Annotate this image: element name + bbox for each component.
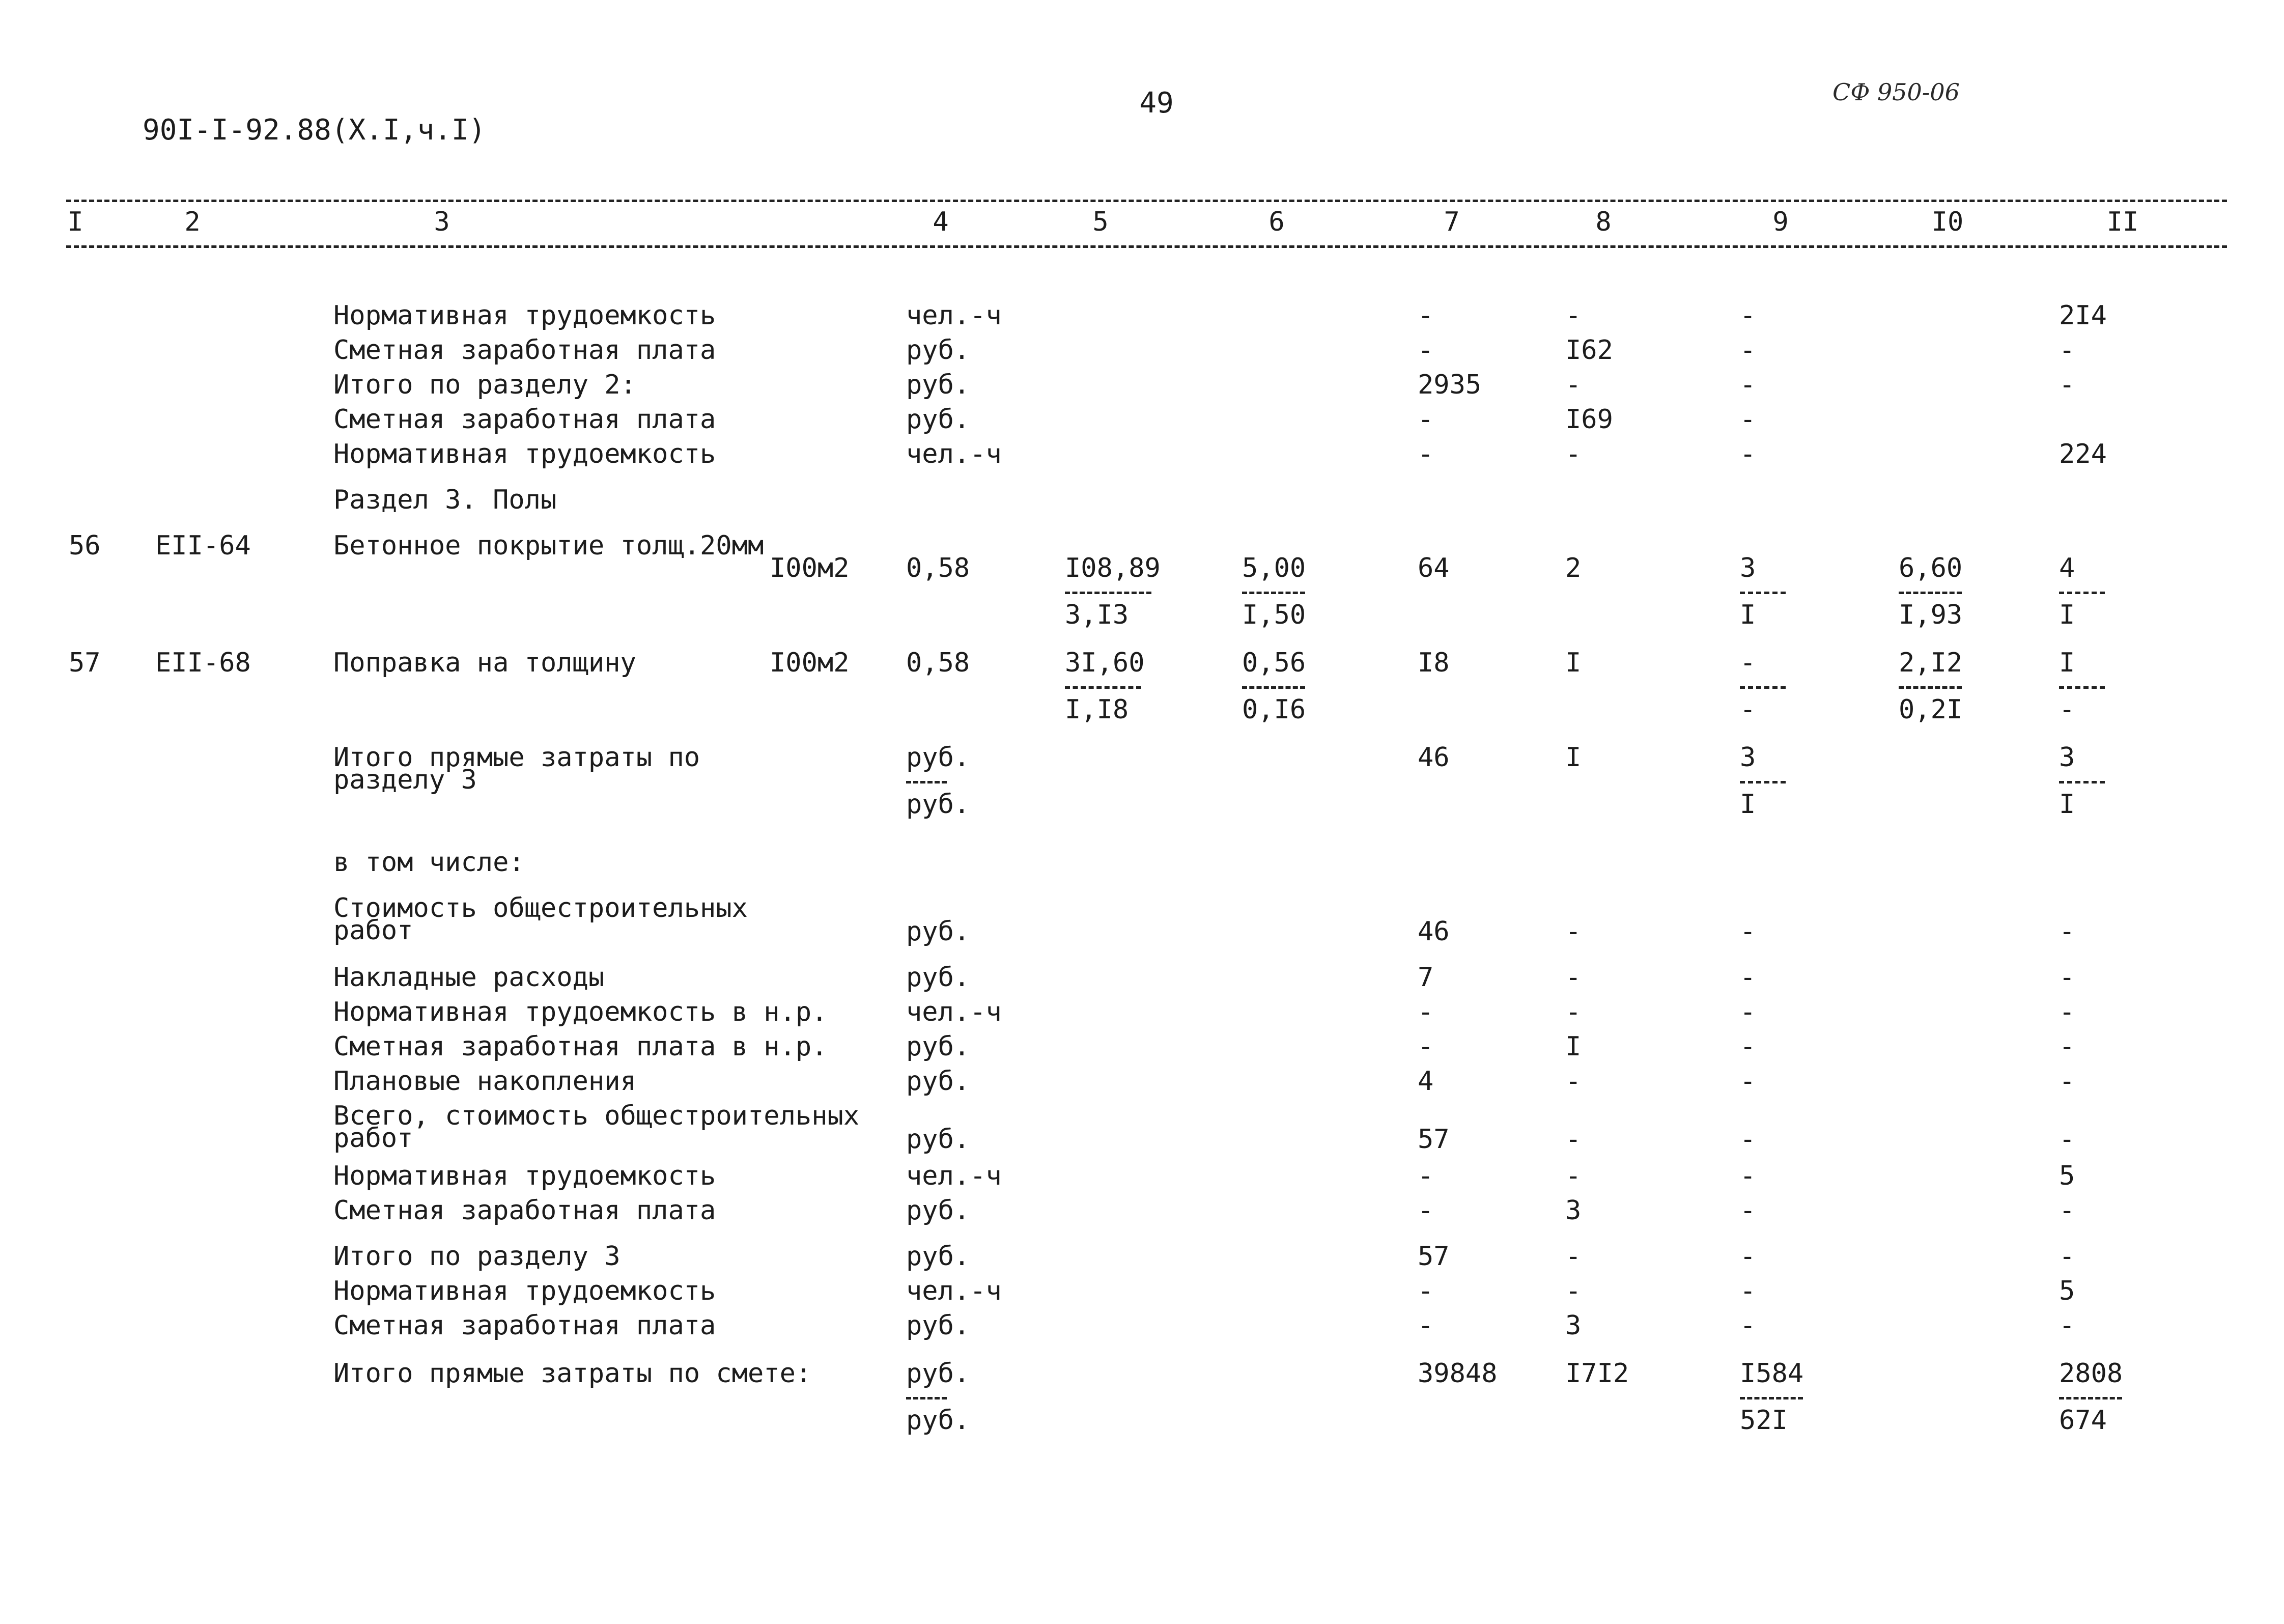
fraction-line xyxy=(1899,686,1962,689)
row-name: Стоимость общестроительных xyxy=(333,893,748,923)
item-quantity: 0,58 xyxy=(906,648,970,678)
cell-col7: 57 xyxy=(1418,1124,1450,1155)
cell-col5-top: 3I,60 xyxy=(1065,648,1145,678)
cell-col9: - xyxy=(1740,1031,1756,1062)
column-header: 9 xyxy=(1772,207,1789,237)
cell-col7: - xyxy=(1418,1310,1434,1341)
cell-col8: I62 xyxy=(1565,335,1613,366)
cell-col7: 46 xyxy=(1418,742,1450,773)
row-unit: чел.-ч xyxy=(906,439,1002,469)
row-name: Итого прямые затраты по смете: xyxy=(333,1358,812,1389)
item-name: Поправка на толщину xyxy=(333,648,636,678)
cell-col9: - xyxy=(1740,1310,1756,1341)
item-measure: I00м2 xyxy=(770,648,850,678)
fraction-line xyxy=(1242,592,1305,594)
fraction-line xyxy=(1065,686,1141,689)
column-header: I xyxy=(67,207,83,237)
cell-col11: - xyxy=(2059,962,2075,993)
item-code: EII-68 xyxy=(155,648,251,678)
cell-col7: 46 xyxy=(1418,916,1450,947)
row-unit: руб. xyxy=(906,1241,970,1272)
row-unit: руб. xyxy=(906,1310,970,1341)
item-code: EII-64 xyxy=(155,530,251,561)
row-unit-top: руб. xyxy=(906,742,970,773)
cell-col7: - xyxy=(1418,1195,1434,1226)
cell-col8: - xyxy=(1565,300,1582,331)
row-unit: руб. xyxy=(906,404,970,435)
fraction-line xyxy=(1740,1397,1803,1399)
row-name: Нормативная трудоемкость xyxy=(333,300,716,331)
cell-col5-top: I08,89 xyxy=(1065,553,1161,583)
cell-col10-top: 2,I2 xyxy=(1899,648,1963,678)
cell-col11: - xyxy=(2059,997,2075,1027)
item-number: 56 xyxy=(69,530,101,561)
row-name: Всего, стоимость общестроительных xyxy=(333,1101,860,1131)
column-header: 7 xyxy=(1444,207,1460,237)
cell-col9-bottom: I xyxy=(1740,600,1756,630)
row-unit: руб. xyxy=(906,370,970,400)
cell-col9-bottom: I xyxy=(1740,789,1756,820)
row-unit: руб. xyxy=(906,1031,970,1062)
item-quantity: 0,58 xyxy=(906,553,970,583)
row-unit: чел.-ч xyxy=(906,1276,1002,1306)
cell-col7: - xyxy=(1418,439,1434,469)
row-name: Итого по разделу 3 xyxy=(333,1241,621,1272)
cell-col8: 3 xyxy=(1565,1310,1582,1341)
cell-col7: 4 xyxy=(1418,1066,1434,1097)
row-name: Нормативная трудоемкость xyxy=(333,1161,716,1191)
cell-col8: - xyxy=(1565,1124,1582,1155)
row-unit: руб. xyxy=(906,335,970,366)
cell-col8: - xyxy=(1565,997,1582,1027)
section-title: Раздел 3. Полы xyxy=(333,485,557,515)
cell-col11: - xyxy=(2059,1031,2075,1062)
cell-col9: - xyxy=(1740,404,1756,435)
fraction-line xyxy=(1740,592,1786,594)
cell-col9: - xyxy=(1740,916,1756,947)
row-name-cont: разделу 3 xyxy=(333,765,477,795)
cell-col6-top: 0,56 xyxy=(1242,648,1306,678)
row-name: Итого прямые затраты по xyxy=(333,742,700,773)
row-name: Нормативная трудоемкость в н.р. xyxy=(333,997,828,1027)
cell-col11-top: 4 xyxy=(2059,553,2075,583)
row-name-cont: работ xyxy=(333,1123,413,1154)
cell-col9: - xyxy=(1740,335,1756,366)
cell-col11-bottom: - xyxy=(2059,694,2075,725)
cell-col7: 64 xyxy=(1418,553,1450,583)
cell-col6-top: 5,00 xyxy=(1242,553,1306,583)
fraction-line xyxy=(906,1397,947,1399)
column-header: 4 xyxy=(933,207,949,237)
cell-col8: I xyxy=(1565,742,1582,773)
cell-col9: - xyxy=(1740,1066,1756,1097)
cell-col11: - xyxy=(2059,916,2075,947)
row-name: Нормативная трудоемкость xyxy=(333,1276,716,1306)
cell-col10-top: 6,60 xyxy=(1899,553,1963,583)
fraction-line xyxy=(1740,781,1786,783)
cell-col11: 224 xyxy=(2059,439,2107,469)
cell-col6-bottom: I,50 xyxy=(1242,600,1306,630)
cell-col9: - xyxy=(1740,1241,1756,1272)
cell-col9-top: 3 xyxy=(1740,553,1756,583)
cell-col8: - xyxy=(1565,1161,1582,1191)
cell-col10-bottom: I,93 xyxy=(1899,600,1963,630)
row-unit: руб. xyxy=(906,1195,970,1226)
cell-col8: I xyxy=(1565,648,1582,678)
cell-col11-top: I xyxy=(2059,648,2075,678)
cell-col7: 57 xyxy=(1418,1241,1450,1272)
cell-col11: 2I4 xyxy=(2059,300,2107,331)
cell-col11: - xyxy=(2059,1195,2075,1226)
cell-col8: I7I2 xyxy=(1565,1358,1629,1389)
fraction-line xyxy=(2059,1397,2122,1399)
cell-col9: - xyxy=(1740,1124,1756,1155)
cell-col8: - xyxy=(1565,962,1582,993)
cell-col7: - xyxy=(1418,1276,1434,1306)
fraction-line xyxy=(1065,592,1151,594)
cell-col9-top: 3 xyxy=(1740,742,1756,773)
cell-col11-top: 2808 xyxy=(2059,1358,2123,1389)
column-header: 5 xyxy=(1092,207,1109,237)
cell-col11: 5 xyxy=(2059,1161,2075,1191)
fraction-line xyxy=(1899,592,1962,594)
cell-col5-bottom: 3,I3 xyxy=(1065,600,1129,630)
cell-col8: - xyxy=(1565,916,1582,947)
cell-col8: I xyxy=(1565,1031,1582,1062)
row-name: Сметная заработная плата xyxy=(333,1195,716,1226)
fraction-line xyxy=(2059,781,2105,783)
cell-col8: I69 xyxy=(1565,404,1613,435)
cell-col9: - xyxy=(1740,1276,1756,1306)
page-number: 49 xyxy=(1139,87,1174,120)
row-name: Сметная заработная плата xyxy=(333,404,716,435)
cell-col7: - xyxy=(1418,1161,1434,1191)
cell-col6-bottom: 0,I6 xyxy=(1242,694,1306,725)
column-header: I0 xyxy=(1931,207,1964,237)
cell-col9-bottom: - xyxy=(1740,694,1756,725)
cell-col7: - xyxy=(1418,404,1434,435)
row-name: Накладные расходы xyxy=(333,962,605,993)
row-unit: руб. xyxy=(906,962,970,993)
cell-col10-bottom: 0,2I xyxy=(1899,694,1963,725)
item-measure: I00м2 xyxy=(770,553,850,583)
cell-col9-top: I584 xyxy=(1740,1358,1804,1389)
cell-col11-bottom: I xyxy=(2059,600,2075,630)
row-unit-bottom: руб. xyxy=(906,789,970,820)
document-code: 90I-I-92.88(X.I,ч.I) xyxy=(143,114,486,147)
row-unit: чел.-ч xyxy=(906,300,1002,331)
cell-col5-bottom: I,I8 xyxy=(1065,694,1129,725)
row-unit: чел.-ч xyxy=(906,1161,1002,1191)
cell-col8: - xyxy=(1565,1276,1582,1306)
cell-col9: - xyxy=(1740,1161,1756,1191)
fraction-line xyxy=(1740,686,1786,689)
row-name: Сметная заработная плата в н.р. xyxy=(333,1031,828,1062)
cell-col9: - xyxy=(1740,300,1756,331)
cell-col11: - xyxy=(2059,1310,2075,1341)
fraction-line xyxy=(1242,686,1305,689)
column-header: 3 xyxy=(434,207,450,237)
column-header: II xyxy=(2106,207,2139,237)
cell-col11-bottom: 674 xyxy=(2059,1405,2107,1436)
column-header: 2 xyxy=(184,207,201,237)
cell-col7: - xyxy=(1418,1031,1434,1062)
row-name: Итого по разделу 2: xyxy=(333,370,636,400)
cell-col8: - xyxy=(1565,1066,1582,1097)
including-label: в том числе: xyxy=(333,847,525,878)
row-unit: руб. xyxy=(906,1124,970,1155)
fraction-line xyxy=(2059,592,2105,594)
cell-col9-bottom: 52I xyxy=(1740,1405,1788,1436)
cell-col11: - xyxy=(2059,335,2075,366)
cell-col8: 2 xyxy=(1565,553,1582,583)
row-name: Сметная заработная плата xyxy=(333,1310,716,1341)
row-name: Сметная заработная плата xyxy=(333,335,716,366)
fraction-line xyxy=(906,781,947,783)
cell-col7: I8 xyxy=(1418,648,1450,678)
cell-col8: - xyxy=(1565,1241,1582,1272)
row-name: Нормативная трудоемкость xyxy=(333,439,716,469)
row-unit: руб. xyxy=(906,1066,970,1097)
cell-col9: - xyxy=(1740,997,1756,1027)
archive-mark: СФ 950-06 xyxy=(1832,78,1960,106)
row-unit-bottom: руб. xyxy=(906,1405,970,1436)
cell-col11: - xyxy=(2059,370,2075,400)
cell-col9: - xyxy=(1740,1195,1756,1226)
cell-col9: - xyxy=(1740,370,1756,400)
item-name: Бетонное покрытие толщ.20мм xyxy=(333,530,764,561)
cell-col7: - xyxy=(1418,997,1434,1027)
row-unit: чел.-ч xyxy=(906,997,1002,1027)
column-header: 6 xyxy=(1268,207,1285,237)
row-unit-top: руб. xyxy=(906,1358,970,1389)
cell-col7: 2935 xyxy=(1418,370,1482,400)
cell-col11: 5 xyxy=(2059,1276,2075,1306)
row-name-cont: работ xyxy=(333,915,413,946)
cell-col8: 3 xyxy=(1565,1195,1582,1226)
fraction-line xyxy=(2059,686,2105,689)
cell-col11: - xyxy=(2059,1124,2075,1155)
row-unit: руб. xyxy=(906,916,970,947)
header-rule-top xyxy=(66,200,2227,202)
header-rule-bottom xyxy=(66,245,2227,248)
item-number: 57 xyxy=(69,648,101,678)
cell-col8: - xyxy=(1565,439,1582,469)
cell-col9: - xyxy=(1740,439,1756,469)
cell-col7: 7 xyxy=(1418,962,1434,993)
row-name: Плановые накопления xyxy=(333,1066,636,1097)
cell-col7: - xyxy=(1418,335,1434,366)
cell-col7: 39848 xyxy=(1418,1358,1498,1389)
cell-col8: - xyxy=(1565,370,1582,400)
cell-col11-top: 3 xyxy=(2059,742,2075,773)
cell-col11: - xyxy=(2059,1066,2075,1097)
cell-col11: - xyxy=(2059,1241,2075,1272)
cell-col7: - xyxy=(1418,300,1434,331)
cell-col9-top: - xyxy=(1740,648,1756,678)
cell-col11-bottom: I xyxy=(2059,789,2075,820)
column-header: 8 xyxy=(1595,207,1612,237)
cell-col9: - xyxy=(1740,962,1756,993)
